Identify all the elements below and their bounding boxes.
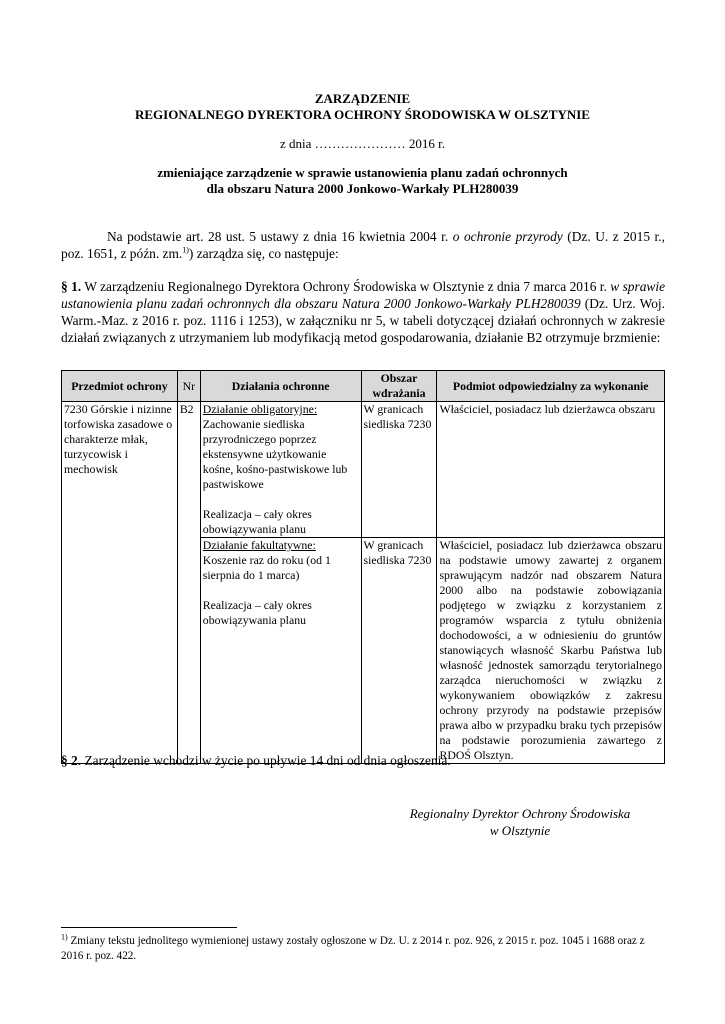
header-area: Obszar wdrażania xyxy=(361,371,437,402)
table-row xyxy=(62,402,665,538)
cell-action-obligatory xyxy=(200,402,361,538)
footnote-separator xyxy=(61,927,237,928)
footnote-text: Zmiany tekstu jednolitego wymienionej ustawy zostały ogłoszone w Dz. U. z 2014 r. poz. 926, z 2015 r. poz. 1045 i 1688 oraz z 2016 r. poz. 422. xyxy=(61,935,645,962)
header-actions: Działania ochronne xyxy=(200,371,361,402)
action-realization: Realizacja – cały okres obowiązywania planu xyxy=(202,507,312,536)
header-responsible: Podmiot odpowiedzialny za wykonanie xyxy=(437,371,665,402)
cell-action-optional xyxy=(200,538,361,764)
purpose-line-1: zmieniające zarządzenie w sprawie ustanowienia planu zadań ochronnych xyxy=(157,165,568,180)
section-1-label: § 1. xyxy=(61,279,82,294)
cell-responsible: Właściciel, posiadacz lub dzierżawca obszaru xyxy=(437,402,665,538)
document-subtitle: REGIONALNEGO DYREKTORA OCHRONY ŚRODOWISKA W OLSZTYNIE xyxy=(135,107,590,122)
action-realization: Realizacja – cały okres obowiązywania planu xyxy=(202,598,312,627)
document-title: ZARZĄDZENIE xyxy=(314,91,411,106)
header-subject: Przedmiot ochrony xyxy=(62,371,178,402)
signature-line-1: Regionalny Dyrektor Ochrony Środowiska xyxy=(409,806,631,821)
cell-area: W granicach siedliska 7230 xyxy=(361,538,437,764)
section-1-act-title: w sprawie ustanowienia planu zadań ochronnych dla obszaru Natura 2000 Jonkowo-Warkały PLH280039 xyxy=(61,279,666,311)
cell-subject: 7230 Górskie i nizinne torfowiska zasadowe o charakterze młak, turzycowisk i mechowisk xyxy=(62,402,178,764)
preamble-text-end: ) zarządza się, co następuje: xyxy=(188,246,339,261)
action-title: Działanie fakultatywne: xyxy=(202,538,316,552)
section-2-label: § 2. xyxy=(61,753,82,768)
section-1 xyxy=(61,278,665,346)
cell-area: W granicach siedliska 7230 xyxy=(361,402,437,538)
purpose-line-2: dla obszaru Natura 2000 Jonkowo-Warkały PLH280039 xyxy=(206,181,519,196)
action-title: Działanie obligatoryjne: xyxy=(202,402,318,416)
cell-responsible: Właściciel, posiadacz lub dzierżawca obszaru na podstawie umowy zawartej z organem sprawującym nadzór nad obszarem Natura 2000 albo na podstawie zobowiązania podjętego w związku z korzystaniem z programów wsparcia z tytułu obniżenia dochodowości, a w odniesieniu do gruntów stanowiących własność Skarbu Państwa lub własność jednostek samorządu terytorialnego zarządca nieruchomości w związku z wykonywaniem obowiązków z zakresu ochrony przyrody na podstawie przepisów prawa albo w przypadku braku tych przepisów na podstawie porozumienia zawartego z RDOŚ Olsztyn. xyxy=(437,538,665,764)
preamble-text: Na podstawie art. 28 ust. 5 ustawy z dnia 16 kwietnia 2004 r. xyxy=(107,229,453,244)
footnote xyxy=(61,934,665,964)
footnote-ref: 1) xyxy=(182,245,189,255)
document-date: z dnia ………………… 2016 r. xyxy=(279,136,445,151)
signature-line-2: w Olsztynie xyxy=(489,823,551,838)
table-header-row xyxy=(62,371,665,402)
section-2-text: Zarządzenie wchodzi w życie po upływie 14 dni od dnia ogłoszenia. xyxy=(81,753,451,768)
action-text: Koszenie raz do roku (od 1 sierpnia do 1 marca) xyxy=(202,553,331,582)
header-nr: Nr xyxy=(177,371,200,402)
section-1-text: W zarządzeniu Regionalnego Dyrektora Ochrony Środowiska w Olsztynie z dnia 7 marca 2016 r. xyxy=(81,279,611,294)
action-text: Zachowanie siedliska przyrodniczego poprzez ekstensywne użytkowanie kośne, kośno-pastwiskowe lub pastwiskowe xyxy=(202,417,348,491)
preamble-act-title: o ochronie przyrody xyxy=(452,229,563,244)
footnote-marker: 1) xyxy=(61,932,68,942)
preamble xyxy=(61,228,665,262)
section-2 xyxy=(61,752,665,769)
protection-actions-table xyxy=(61,370,665,764)
preamble-text-2: (Dz. U. z 2015 r., poz. 1651, z późn. zm. xyxy=(61,229,665,261)
cell-nr: B2 xyxy=(177,402,200,764)
section-1-text-end: (Dz. Urz. Woj. Warm.-Maz. z 2016 r. poz. 1116 i 1253), w załączniku nr 5, w tabeli dotyczącej działań ochronnych w zakresie działań związanych z utrzymaniem lub modyfikacją metod gospodarowania, działanie B2 otrzymuje brzmienie: xyxy=(61,296,665,345)
